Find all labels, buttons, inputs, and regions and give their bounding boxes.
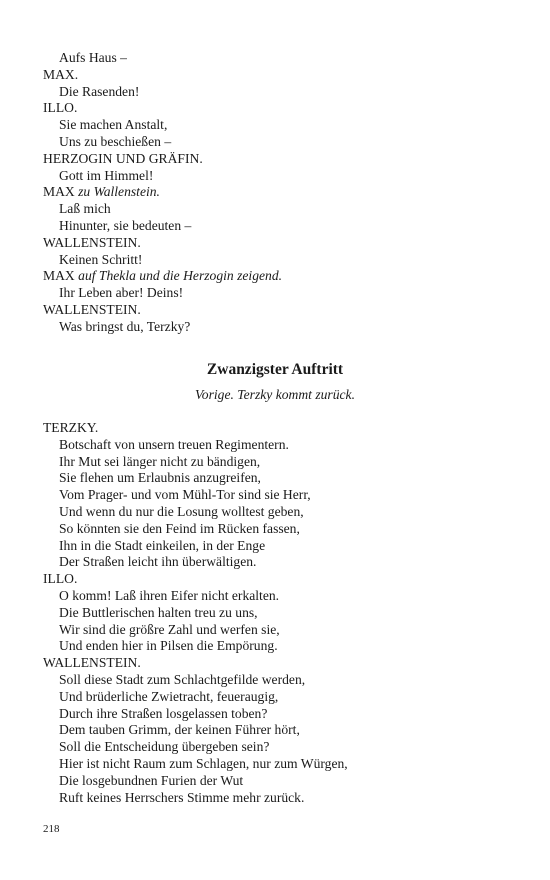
speaker-name (43, 571, 513, 588)
verse-line: Gott im Himmel! (59, 167, 154, 183)
verse-line: Soll die Entscheidung übergeben sein? (59, 739, 270, 755)
verse-line: Laß mich (59, 201, 111, 217)
verse-line: Botschaft von unsern treuen Regimentern. (59, 436, 289, 452)
speaker-name (43, 655, 513, 672)
speaker-name (43, 302, 513, 319)
verse-line: Keinen Schritt! (59, 251, 143, 267)
verse-line: Die Buttlerischen halten treu zu uns, (59, 604, 258, 620)
verse-line: Der Straßen leicht ihn überwältigen. (59, 554, 257, 570)
verse-line: Und brüderliche Zwietracht, feueraugig, (59, 688, 279, 704)
speaker-label: WALLENSTEIN. (43, 234, 141, 250)
verse-line: Die Rasenden! (59, 83, 140, 99)
speaker-name (43, 268, 513, 285)
speaker-name (43, 100, 513, 117)
speaker-name (43, 420, 513, 437)
verse-line: Hinunter, sie bedeuten – (59, 217, 192, 233)
verse-line: Ihn in die Stadt einkeilen, in der Enge (59, 537, 266, 553)
verse-line: Was bringst du, Terzky? (59, 318, 191, 334)
verse-line: Aufs Haus – (59, 50, 127, 65)
speaker-label: ILLO. (43, 571, 78, 587)
page-number: 218 (43, 823, 60, 835)
verse-line: Ihr Leben aber! Deins! (59, 285, 184, 301)
stage-direction: auf Thekla und die Herzogin zeigend. (78, 268, 283, 284)
verse-line: Die losgebundnen Furien der Wut (59, 772, 244, 788)
verse-line: Und wenn du nur die Losung wolltest geben, (59, 503, 304, 519)
scene-text-upper (43, 50, 513, 336)
speaker-label: MAX. (43, 66, 79, 82)
verse-line: Uns zu beschießen – (59, 133, 172, 149)
scene-heading: Zwanzigster Auftritt (206, 361, 344, 378)
verse-line: Vom Prager- und vom Mühl-Tor sind sie Herr, (59, 487, 311, 503)
verse-line: Und enden hier in Pilsen die Empörung. (59, 638, 278, 654)
verse-line: Ihr Mut sei länger nicht zu bändigen, (59, 453, 261, 469)
speaker-label: WALLENSTEIN. (43, 301, 141, 317)
verse-line: Soll diese Stadt zum Schlachtgefilde werden, (59, 671, 306, 687)
verse-line: O komm! Laß ihren Eifer nicht erkalten. (59, 587, 280, 603)
speaker-label: MAX (43, 268, 75, 284)
speaker-label: ILLO. (43, 100, 78, 116)
stage-direction: zu Wallenstein. (78, 184, 160, 200)
speaker-label: TERZKY. (43, 420, 99, 435)
verse-line: Sie machen Anstalt, (59, 117, 168, 133)
scene-text-lower (43, 420, 513, 806)
speaker-label: MAX (43, 184, 75, 200)
verse-line: Hier ist nicht Raum zum Schlagen, nur zum Würgen, (59, 755, 348, 771)
verse-line: Sie flehen um Erlaubnis anzugreifen, (59, 470, 261, 486)
speaker-name (43, 184, 513, 201)
verse-line: Ruft keines Herrschers Stimme mehr zurück. (59, 789, 305, 805)
verse-line: So könnten sie den Feind im Rücken fassen, (59, 520, 300, 536)
verse-line: Wir sind die größre Zahl und werfen sie, (59, 621, 280, 637)
speaker-label: HERZOGIN UND GRÄFIN. (43, 150, 203, 166)
speaker-label: WALLENSTEIN. (43, 655, 141, 671)
scene-subheading: Vorige. Terzky kommt zurück. (195, 387, 355, 402)
speaker-name (43, 151, 513, 168)
speaker-name (43, 235, 513, 252)
verse-line: Durch ihre Straßen losgelassen toben? (59, 705, 268, 721)
speaker-name (43, 67, 513, 84)
verse-line: Dem tauben Grimm, der keinen Führer hört, (59, 722, 300, 738)
